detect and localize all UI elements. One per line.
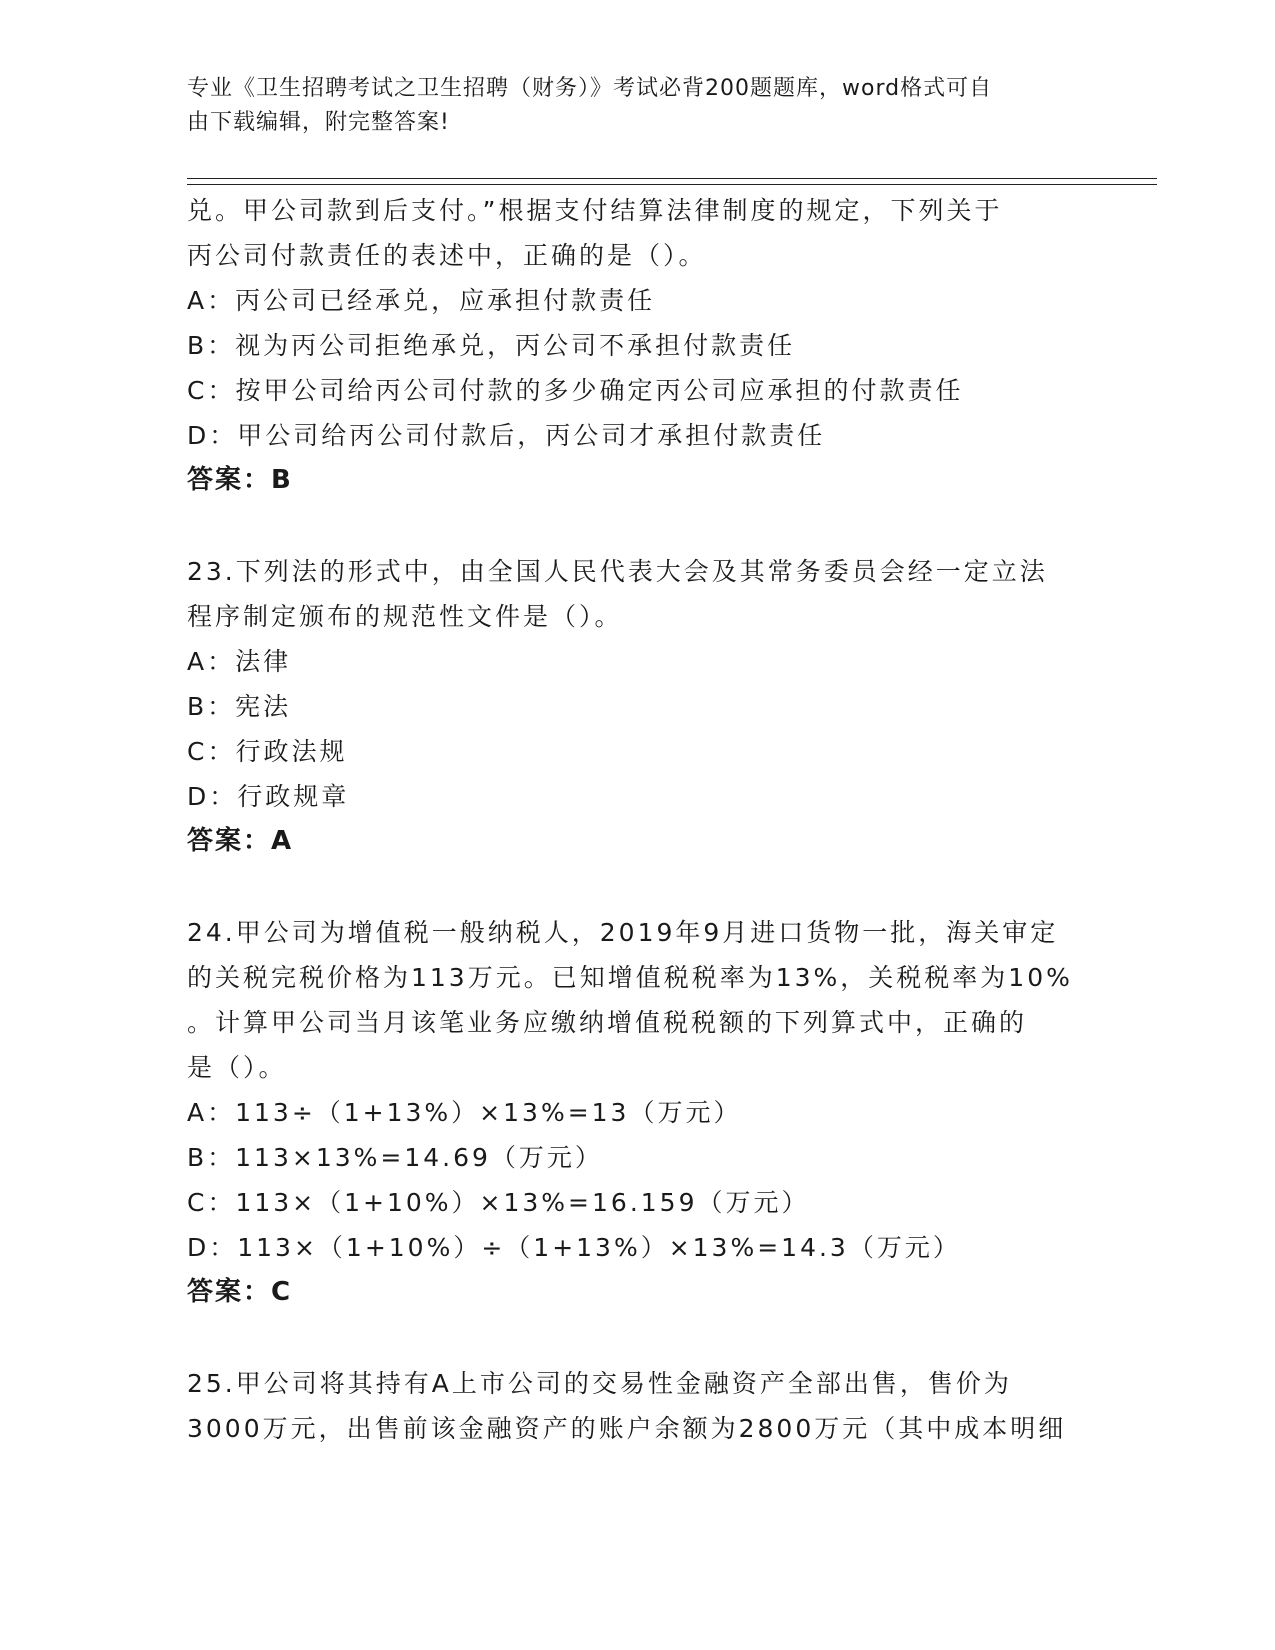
question-text: 兑。甲公司款到后支付。”根据支付结算法律制度的规定，下列关于: [187, 196, 1003, 225]
option-b: B：宪法: [187, 692, 292, 721]
answer-label: 答案：C: [187, 1277, 293, 1307]
question-text: 。计算甲公司当月该笔业务应缴纳增值税税额的下列算式中，正确的: [187, 1008, 1028, 1037]
question-text: 丙公司付款责任的表述中，正确的是（）。: [187, 241, 707, 270]
option-d: D：甲公司给丙公司付款后，丙公司才承担付款责任: [187, 421, 826, 450]
option-c: C：113×（1+10%）×13%=16.159（万元）: [187, 1188, 810, 1217]
question-23: [187, 549, 1087, 864]
question-text: 3000万元，出售前该金融资产的账户余额为2800万元（其中成本明细: [187, 1414, 1067, 1443]
option-d: D：行政规章: [187, 782, 350, 811]
option-a: A：法律: [187, 647, 292, 676]
option-b: B：视为丙公司拒绝承兑，丙公司不承担付款责任: [187, 331, 796, 360]
question-text: 程序制定颁布的规范性文件是（）。: [187, 602, 623, 631]
header-divider: [187, 178, 1157, 185]
spacer: [187, 864, 1087, 910]
question-24: [187, 910, 1087, 1315]
question-22: [187, 188, 1087, 503]
header-line-1: 专业《卫生招聘考试之卫生招聘（财务）》考试必背200题题库，word格式可自: [187, 76, 993, 101]
question-text: 25.甲公司将其持有A上市公司的交易性金融资产全部出售，售价为: [187, 1369, 1012, 1398]
answer-label: 答案：B: [187, 465, 293, 495]
option-d: D：113×（1+10%）÷（1+13%）×13%=14.3（万元）: [187, 1233, 961, 1262]
option-b: B：113×13%=14.69（万元）: [187, 1143, 603, 1172]
question-25: [187, 1361, 1087, 1451]
question-text: 23.下列法的形式中，由全国人民代表大会及其常务委员会经一定立法: [187, 557, 1048, 586]
answer-label: 答案：A: [187, 826, 294, 856]
question-text: 是（）。: [187, 1053, 287, 1082]
header-line-2: 由下载编辑，附完整答案!: [187, 110, 450, 135]
option-c: C：按甲公司给丙公司付款的多少确定丙公司应承担的付款责任: [187, 376, 964, 405]
page-header: [187, 72, 1077, 140]
document-body: [187, 188, 1087, 1451]
option-c: C：行政法规: [187, 737, 348, 766]
question-text: 24.甲公司为增值税一般纳税人，2019年9月进口货物一批，海关审定: [187, 918, 1059, 947]
spacer: [187, 503, 1087, 549]
option-a: A：丙公司已经承兑，应承担付款责任: [187, 286, 656, 315]
question-text: 的关税完税价格为113万元。已知增值税税率为13%，关税税率为10%: [187, 963, 1073, 992]
option-a: A：113÷（1+13%）×13%=13（万元）: [187, 1098, 742, 1127]
spacer: [187, 1315, 1087, 1361]
